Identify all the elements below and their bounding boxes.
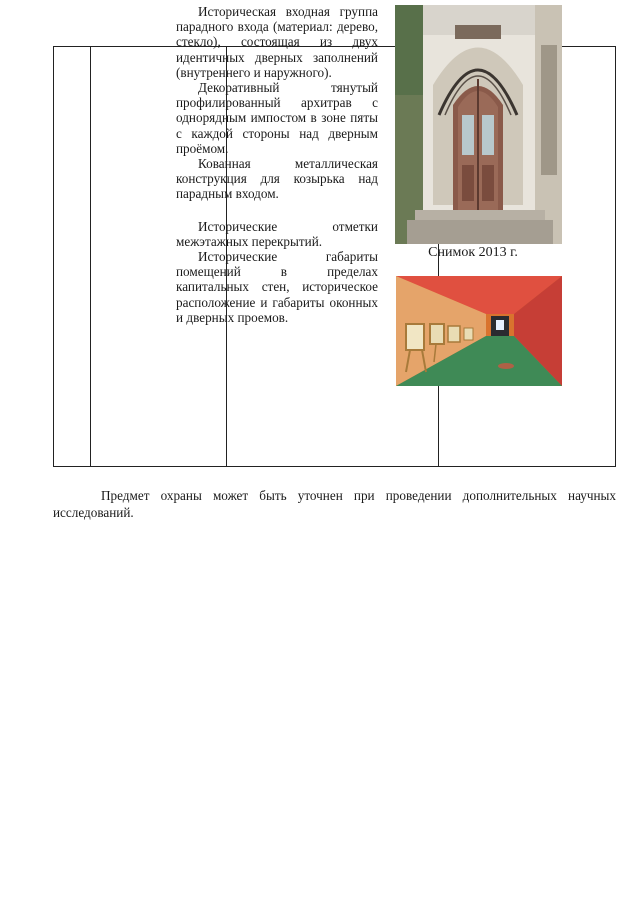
feature-entrance-group: Историческая входная группа парадного входа (материал: дерево, стекло), состоящая из двух идентичных дверных заполнений (внутреннего и наружного). [176, 4, 378, 80]
entrance-door-image [395, 5, 562, 244]
protected-features-text [176, 4, 378, 325]
feature-floor-levels: Исторические отметки межэтажных перекрытий. [176, 218, 378, 249]
photo-caption: Снимок 2013 г. [428, 245, 518, 260]
entrance-door-photo [395, 5, 562, 244]
feature-room-dimensions: Исторические габариты помещений в пределах капитальных стен, историческое расположение и габариты оконных и дверных проемов. [176, 249, 378, 325]
feature-architrave: Декоративный тянутый профилированный архитрав с однорядным импостом в зоне пяты с каждой стороны над дверным проёмом. [176, 80, 378, 156]
footnote-text: Предмет охраны может быть уточнен при проведении дополнительных научных исследований. [53, 488, 616, 520]
footnote [53, 487, 616, 521]
feature-canopy-frame: Кованная металлическая конструкция для козырька над парадным входом. [176, 156, 378, 202]
corridor-image [396, 276, 562, 386]
column-divider [90, 47, 91, 466]
corridor-photo [396, 276, 562, 386]
